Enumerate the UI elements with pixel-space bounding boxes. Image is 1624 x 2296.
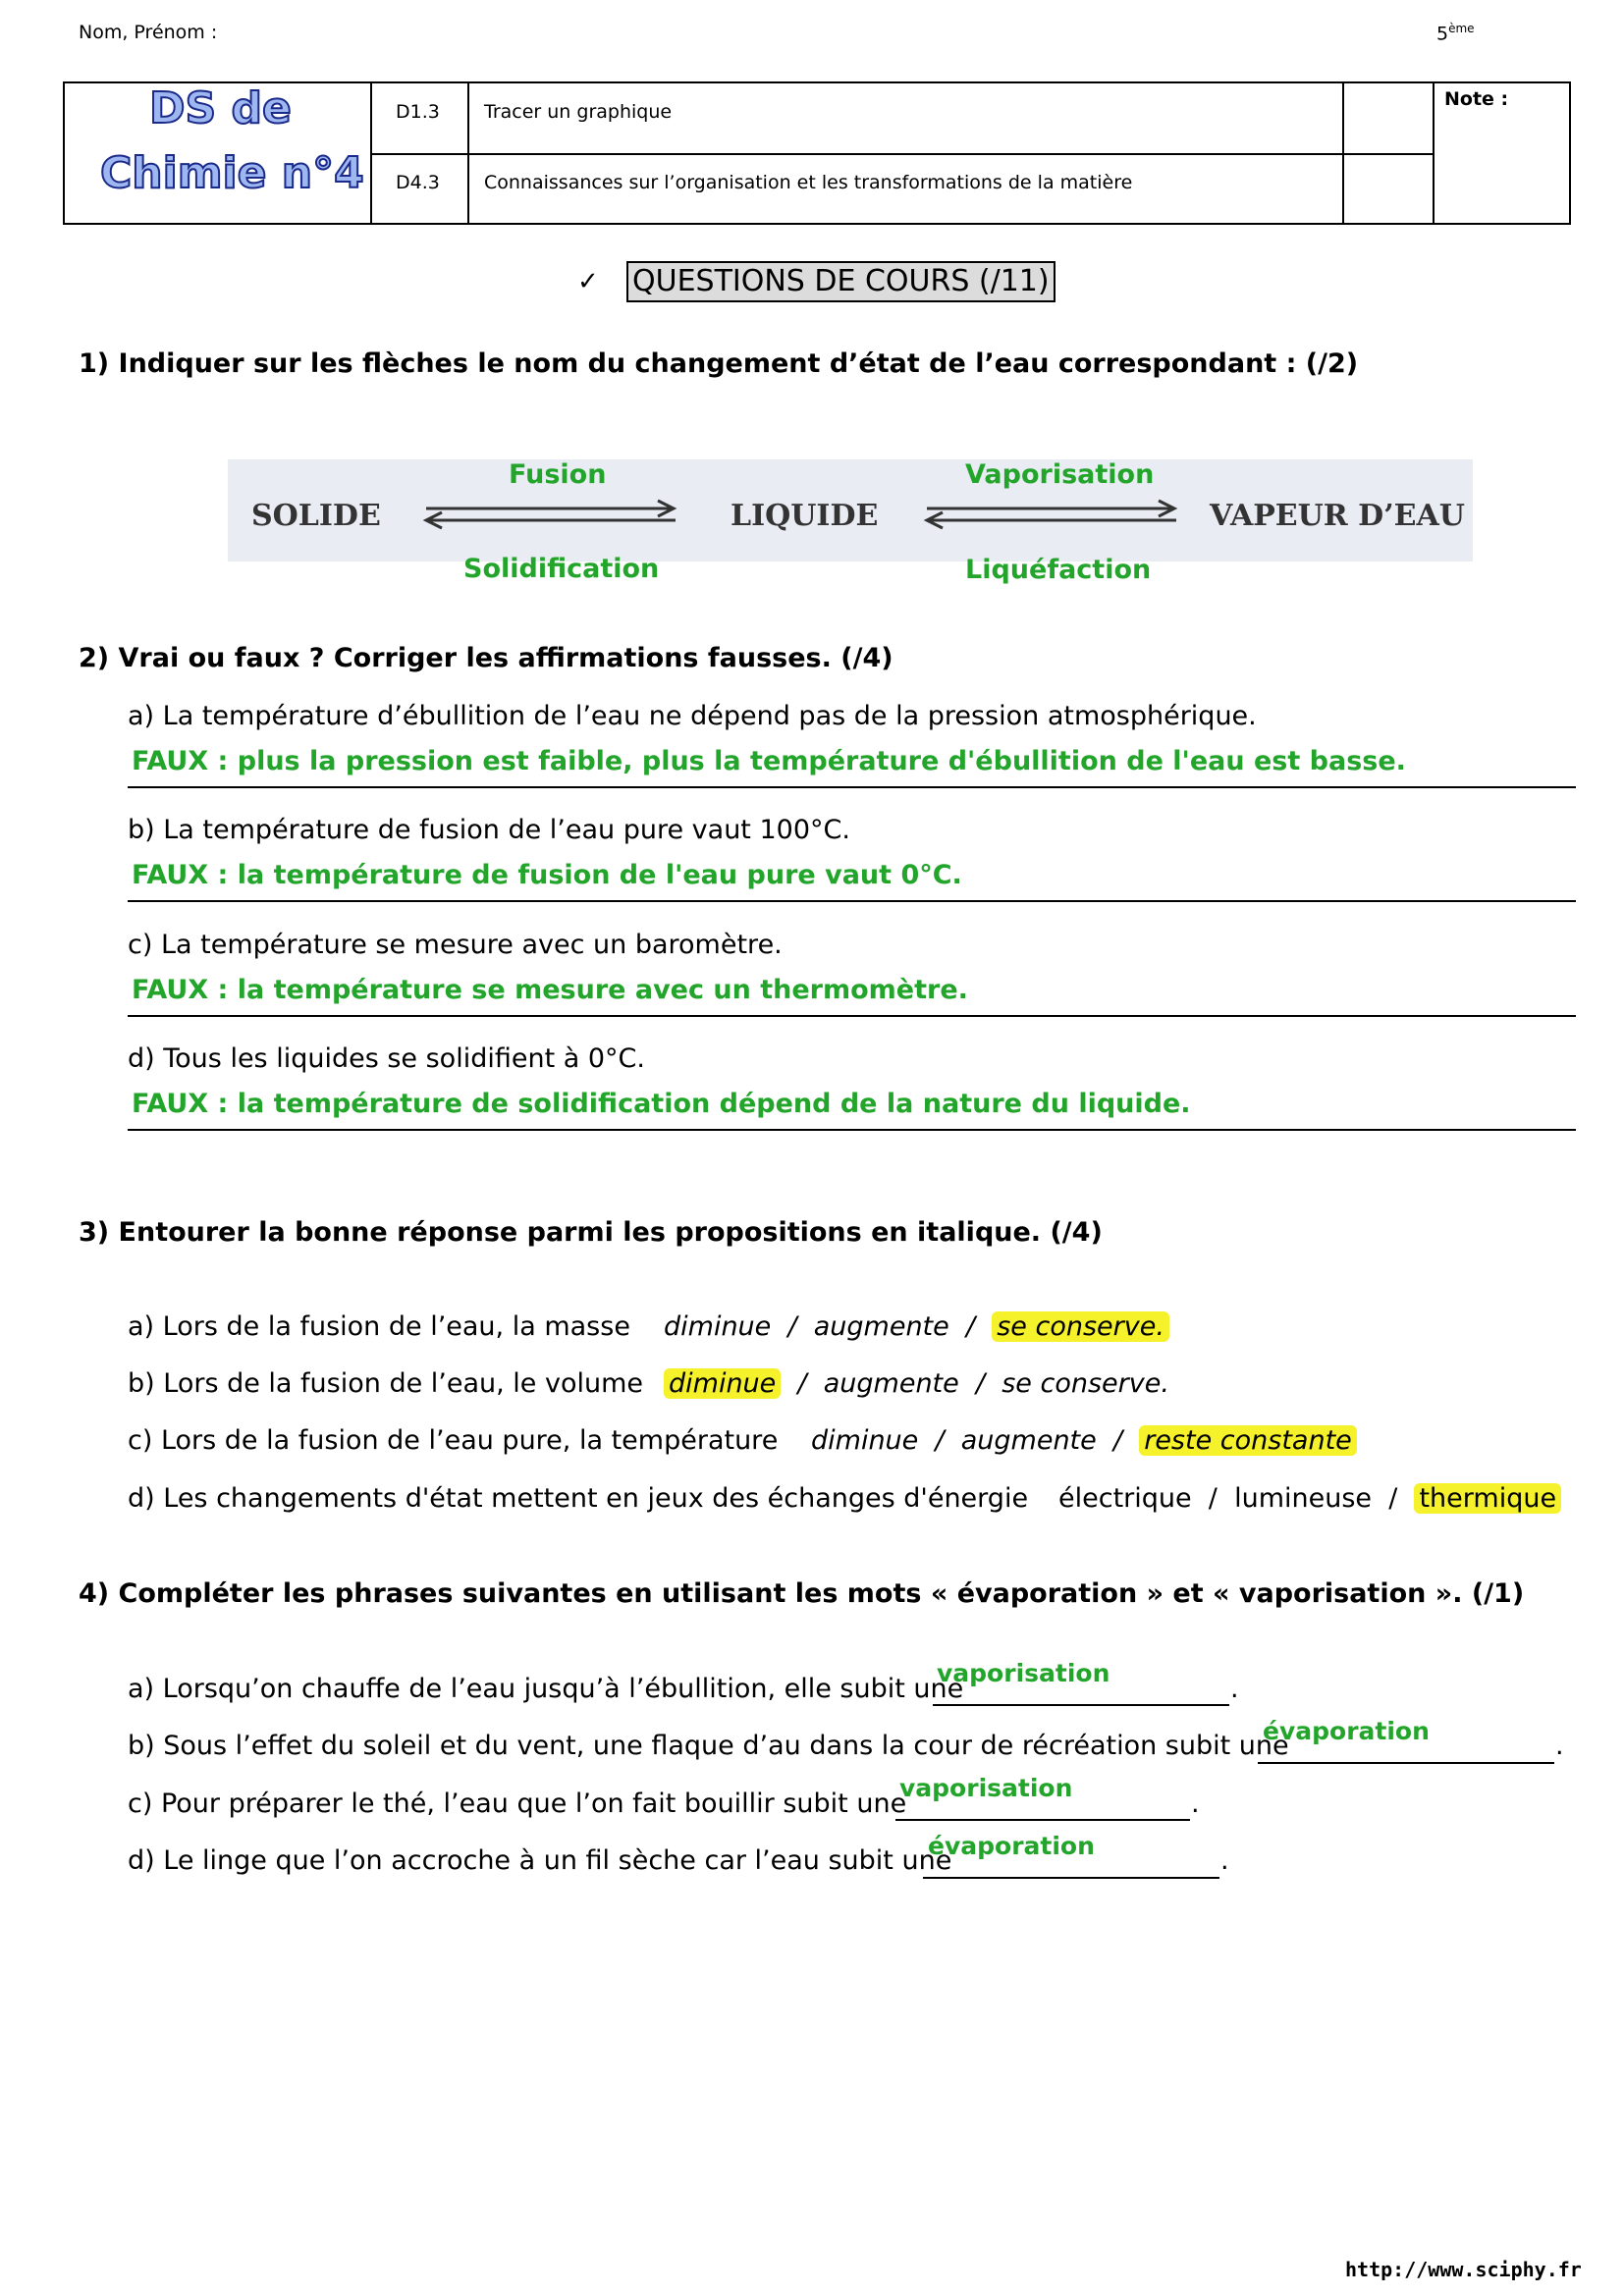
option[interactable]: se conserve.: [1001, 1368, 1169, 1399]
option[interactable]: augmente: [823, 1368, 959, 1399]
answer-solidification: Solidification: [463, 554, 660, 584]
states-diagram: [228, 459, 1473, 561]
q3-options-c: diminue / augmente / reste constante: [811, 1425, 1357, 1456]
q1-title: 1) Indiquer sur les flèches le nom du changement d’état de l’eau correspondant : (/2): [79, 348, 1359, 379]
q2-answer-a: FAUX : plus la pression est faible, plus la température d'ébullition de l'eau est basse.: [132, 746, 1406, 776]
q3-text-d: d) Les changements d'état mettent en jeux des échanges d'énergie: [128, 1483, 1029, 1514]
section-title: QUESTIONS DE COURS (/11): [626, 261, 1056, 302]
option-selected[interactable]: diminue: [664, 1368, 781, 1399]
state-vapor: VAPEUR D’EAU: [1210, 499, 1465, 533]
q3-text-c: c) Lors de la fusion de l’eau pure, la température: [128, 1425, 779, 1456]
q3-title: 3) Entourer la bonne réponse parmi les propositions en italique. (/4): [79, 1217, 1103, 1248]
q2-answer-d: FAUX : la température de solidification dépend de la nature du liquide.: [132, 1089, 1191, 1119]
q2-statement-c: c) La température se mesure avec un baromètre.: [128, 930, 783, 960]
q4-text-c: c) Pour préparer le thé, l’eau que l’on fait bouillir subit une: [128, 1789, 907, 1819]
class-label: 5ème: [1436, 22, 1475, 45]
skill-code-2: D4.3: [396, 172, 440, 193]
q2-title: 2) Vrai ou faux ? Corriger les affirmations fausses. (/4): [79, 643, 893, 673]
skill-desc-2: Connaissances sur l’organisation et les transformations de la matière: [484, 172, 1133, 193]
q4-answer-b[interactable]: évaporation: [1263, 1717, 1430, 1745]
footer-url: http://www.sciphy.fr: [1345, 2258, 1582, 2281]
header-table: [63, 81, 1571, 225]
q4-title: 4) Compléter les phrases suivantes en utilisant les mots « évaporation » et « vaporisation ». (/1): [79, 1578, 1525, 1609]
option-selected[interactable]: se conserve.: [992, 1311, 1169, 1342]
option-selected[interactable]: reste constante: [1139, 1425, 1357, 1456]
option-selected[interactable]: thermique: [1414, 1483, 1561, 1514]
double-arrow-icon: [923, 497, 1180, 536]
skill-code-1: D1.3: [396, 101, 440, 123]
q4-text-a: a) Lorsqu’on chauffe de l’eau jusqu’à l’ébullition, elle subit une: [128, 1674, 964, 1704]
name-label: Nom, Prénom :: [79, 22, 218, 43]
logo-line-1: DS de: [149, 83, 292, 133]
option[interactable]: augmente: [813, 1311, 949, 1342]
q3-options-d: électrique / lumineuse / thermique: [1058, 1483, 1561, 1514]
q2-statement-b: b) La température de fusion de l’eau pure vaut 100°C.: [128, 815, 850, 845]
option[interactable]: lumineuse: [1234, 1483, 1373, 1514]
q3-text-a: a) Lors de la fusion de l’eau, la masse: [128, 1311, 630, 1342]
q4-answer-a[interactable]: vaporisation: [937, 1659, 1110, 1687]
option[interactable]: électrique: [1058, 1483, 1192, 1514]
q2-answer-b: FAUX : la température de fusion de l'eau pure vaut 0°C.: [132, 860, 962, 890]
q4-text-b: b) Sous l’effet du soleil et du vent, une flaque d’au dans la cour de récréation subit une: [128, 1731, 1289, 1761]
q3-options-b: diminue / augmente / se conserve.: [664, 1368, 1169, 1399]
double-arrow-icon: [422, 497, 679, 536]
skill-desc-1: Tracer un graphique: [484, 101, 673, 123]
state-liquid: LIQUIDE: [731, 499, 879, 533]
check-icon: ✓: [577, 267, 599, 296]
q4-answer-d[interactable]: évaporation: [928, 1832, 1095, 1860]
q2-statement-d: d) Tous les liquides se solidifient à 0°C.: [128, 1043, 645, 1074]
answer-liquefaction: Liquéfaction: [965, 555, 1152, 585]
answer-fusion: Fusion: [509, 459, 607, 490]
note-label: Note :: [1444, 88, 1509, 110]
q4-answer-c[interactable]: vaporisation: [899, 1774, 1073, 1802]
state-solid: SOLIDE: [251, 499, 381, 533]
option[interactable]: diminue: [664, 1311, 772, 1342]
q3-text-b: b) Lors de la fusion de l’eau, le volume: [128, 1368, 644, 1399]
answer-vaporisation: Vaporisation: [965, 459, 1155, 490]
q2-statement-a: a) La température d’ébullition de l’eau ne dépend pas de la pression atmosphérique.: [128, 701, 1257, 731]
q2-answer-c: FAUX : la température se mesure avec un thermomètre.: [132, 975, 968, 1005]
option[interactable]: augmente: [960, 1425, 1097, 1456]
q4-text-d: d) Le linge que l’on accroche à un fil sèche car l’eau subit une: [128, 1845, 952, 1876]
option[interactable]: diminue: [811, 1425, 919, 1456]
q3-options-a: diminue / augmente / se conserve.: [664, 1311, 1169, 1342]
logo-line-2: Chimie n°4: [100, 148, 364, 198]
